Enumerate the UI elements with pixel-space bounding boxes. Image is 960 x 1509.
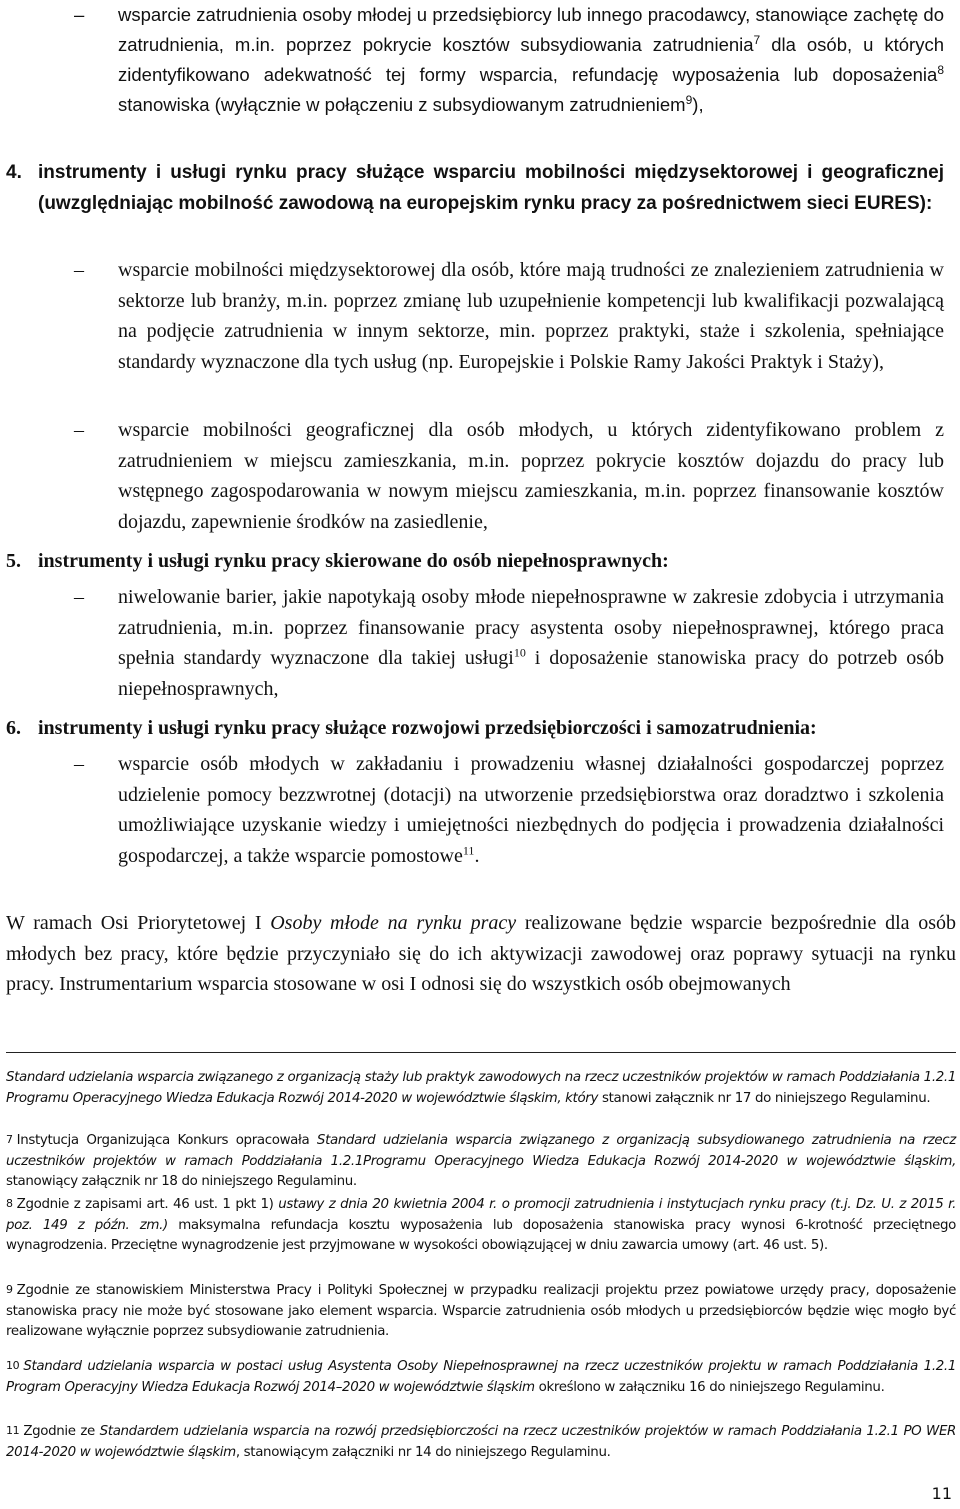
footnote-ref-8: 8 [937,62,944,77]
footnote-text: Instytucja Organizująca Konkurs opracowała [16,1133,317,1148]
item-text-part: wsparcie osób młodych w zakładaniu i prowadzeniu własnej działalności gospodarczej poprzez udzielenie pomocy bezzwrotnej (dotacji) na utworzenie przedsiębiorstwa oraz doradztwo i szkolenia umożliwiające uzyskanie wiedzy i umiejętności niezbędnych do podjęcia i prowadzenia działalności gospodarczej, a także wsparcie pomostowe [118,753,944,867]
footnote-10 [6,1356,956,1398]
dash-bullet: – [74,586,84,608]
footnote-text: stanowi załącznik nr 17 do niniejszego Regulaminu. [598,1090,931,1106]
list-item-entrepreneurship [74,749,944,871]
footnote-marker: 10 [6,1359,20,1372]
body-italic-text: Osoby młode na rynku pracy [270,912,517,934]
item-text-part: wsparcie zatrudnienia osoby młodej u przedsiębiorcy lub innego pracodawcy, stanowiące zachętę do zatrudnienia, m.in. poprzez pokrycie kosztów subsydiowania zatrudnienia [118,4,944,55]
footnote-separator [6,1052,956,1053]
item-text-part: stanowiska (wyłącznie w połączeniu z subsydiowanym zatrudnieniem [118,94,686,115]
list-item-geographic-mobility [74,415,944,537]
footnote-text: Zgodnie ze stanowiskiem Ministerstwa Pracy i Polityki Społecznej w przypadku realizacji projektu przez powiatowe urzędy pracy, doposażenie stanowiska pracy nie może być stosowane jako element wsparcia. Wsparcie zatrudnienia osób młodych u przedsiębiorców będzie więc mogło być realizowane wyłącznie poprzez subsydiowanie zatrudnienia. [6,1283,956,1339]
list-item-disabled-persons [74,582,944,704]
body-text: realizowane będzie wsparcie bezpośrednie dla osób młodych bez pracy, które będzie przyczyniało się do ich aktywizacji zawodowej oraz poprawy sytuacji na rynku pracy. Instrumentarium wsparcia stosowane w osi I odnosi się do wszystkich osób obejmowanych [6,912,956,995]
section-number: 6. [6,717,21,739]
list-item-intersectoral-mobility [74,255,944,377]
item-text-part: ), [692,94,704,115]
list-item-subsidized-employment [74,0,944,120]
list-item-text [118,0,944,120]
list-item-text: wsparcie mobilności międzysektorowej dla osób, które mają trudności ze znalezieniem zatrudnienia w sektorze lub branży, m.in. poprzez zmianę lub uzupełnienie kompetencji lub kwalifikacji pozwalającą na podjęcie zatrudnienia w innym sektorze, min. poprzez praktyki, staże i szkolenia, spełniające standardy wyznaczone dla tych usług (np. Europejskie i Polskie Ramy Jakości Praktyk i Staży), [118,259,944,373]
item-text-part: . [474,844,480,867]
body-paragraph [6,908,956,1000]
footnote-text: maksymalna refundacja kosztu wyposażenia lub doposażenia stanowiska pracy wynosi 6-krotność przeciętnego wynagrodzenia. Przeciętne wynagrodzenie jest przyjmowane w wysokości obowiązującej w dniu zawarcia umowy (art. 46 ust. 5). [6,1217,956,1253]
footnote-ref-11: 11 [462,842,475,857]
section-5-heading [6,546,944,577]
section-6-heading [6,713,944,744]
footnote-marker: 8 [6,1197,13,1210]
section-number: 4. [6,162,22,183]
footnote-9 [6,1280,956,1343]
footnote-text: Zgodnie z zapisami art. 46 ust. 1 pkt 1) [16,1197,279,1212]
footnote-text: Zgodnie ze [23,1424,100,1439]
footnote-ref-7: 7 [753,32,761,47]
footnote-ref-10: 10 [513,645,526,660]
footnote-text: określono w załączniku 16 do niniejszego Regulaminu. [534,1379,885,1395]
section-heading-text: instrumenty i usługi rynku pracy skierowane do osób niepełnosprawnych: [38,550,669,572]
footnote-italic: ustawy z dnia 20 kwietnia 2004 r. o promocji zatrudnienia i instytucjach rynku pracy (t.j. Dz. U. z 2015 r. poz. 149 z późn. zm.) [6,1197,957,1233]
item-text-part: dla osób, u których zidentyfikowano adekwatność tej formy wsparcia, refundację wyposażenia lub doposażenia [118,34,944,85]
dash-bullet: – [74,753,84,775]
footnote-italic: Standardem udzielania wsparcia na rozwój przedsiębiorczości na rzecz uczestników projektów w ramach Poddziałania 1.2.1 PO WER 2014-2020 w województwie śląskim [6,1424,957,1460]
footnote-11 [6,1421,956,1463]
footnote-marker: 9 [6,1283,13,1296]
footnote-7 [6,1130,956,1193]
footnote-marker: 7 [6,1133,13,1146]
list-item-text: wsparcie mobilności geograficznej dla osób młodych, u których zidentyfikowano problem z zatrudnieniem w miejscu zamieszkania, m.in. poprzez pokrycie kosztów dojazdu do pracy lub wstępnego zagospodarowania w nowym miejscu zamieszkania, m.in. poprzez finansowanie kosztów dojazdu, zapewnienie środków na zasiedlenie, [118,419,944,533]
footnote-ref-9: 9 [685,92,693,107]
list-item-text [118,749,944,871]
page-number: 11 [931,1484,952,1503]
section-heading-text: instrumenty i usługi rynku pracy służące wsparciu mobilności międzysektorowej i geograficznej (uwzględniając mobilność zawodową na europejskim rynku pracy za pośrednictwem sieci EURES): [38,162,944,214]
footnote-text: stanowiący załącznik nr 18 do niniejszego Regulaminu. [6,1174,357,1189]
dash-bullet: – [74,4,85,25]
section-number: 5. [6,550,21,572]
footnote-text: , stanowiącym załączniki nr 14 do niniejszego Regulaminu. [235,1444,611,1460]
list-item-text [118,582,944,704]
footnote-6 [6,1068,956,1109]
footnote-8 [6,1194,956,1257]
footnote-italic: Standard udzielania wsparcia związanego z organizacją subsydiowanego zatrudnienia na rzecz uczestników projektów w ramach Poddziałania 1.2.1Programu Operacyjnego Wiedza Edukacja Rozwój 2014-2020 w województwie śląskim, [6,1133,956,1169]
footnote-italic: Standard udzielania wsparcia w postaci usług Asystenta Osoby Niepełnosprawnej na rzecz uczestników projektu w ramach Poddziałania 1.2.1 Program Operacyjny Wiedza Edukacja Rozwój 2014–2020 w województwie śląskim [6,1359,956,1395]
item-text-part: niwelowanie barier, jakie napotykają osoby młode niepełnosprawne w zakresie zdobycia i utrzymania zatrudnienia, m.in. poprzez finansowanie pracy asystenta osoby niepełnosprawnej, którego praca spełnia standardy wyznaczone dla takiej usługi [118,586,944,669]
body-text: W ramach Osi Priorytetowej I [6,912,271,934]
dash-bullet: – [74,259,84,281]
footnote-italic: Standard udzielania wsparcia związanego z organizacją staży lub praktyk zawodowych na rzecz uczestników projektów w ramach Poddziałania 1.2.1 Programu Operacyjnego Wiedza Edukacja Rozwój 2014-2020 w województwie śląskim, który [6,1070,956,1106]
footnote-marker: 11 [6,1424,20,1437]
dash-bullet: – [74,419,84,441]
item-text-part: i doposażenie stanowiska pracy do potrzeb osób niepełnosprawnych, [118,647,944,700]
section-4-heading [6,158,944,219]
section-heading-text: instrumenty i usługi rynku pracy służące rozwojowi przedsiębiorczości i samozatrudnienia: [38,717,817,739]
